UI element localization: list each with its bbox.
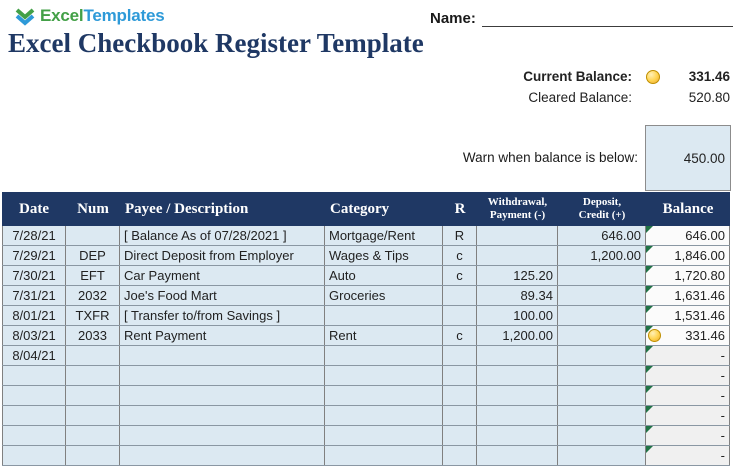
cell-payee[interactable] [120, 406, 325, 425]
table-row [2, 266, 730, 286]
cell-date[interactable]: 8/01/21 [2, 306, 66, 325]
cell-withdrawal[interactable]: 125.20 [477, 266, 558, 285]
cell-reconciled[interactable]: c [443, 326, 477, 345]
green-triangle-icon [646, 446, 653, 453]
header-date[interactable]: Date [19, 200, 49, 217]
cell-withdrawal[interactable] [477, 426, 558, 445]
cell-date[interactable]: 7/31/21 [2, 286, 66, 305]
cell-balance[interactable] [646, 406, 730, 425]
current-balance-value[interactable]: 331.46 [688, 69, 730, 84]
cell-deposit[interactable] [558, 306, 646, 325]
cell-payee[interactable] [120, 386, 325, 405]
green-triangle-icon [646, 226, 653, 233]
cell-deposit[interactable] [558, 406, 646, 425]
cell-date[interactable]: 7/29/21 [2, 246, 66, 265]
table-body [2, 226, 730, 466]
cell-num[interactable] [66, 386, 120, 405]
cell-withdrawal[interactable] [477, 386, 558, 405]
cell-deposit[interactable]: 646.00 [558, 226, 646, 245]
cell-category[interactable] [325, 426, 443, 445]
header-category[interactable]: Category [330, 200, 390, 217]
green-triangle-icon [646, 406, 653, 413]
cell-deposit[interactable] [558, 446, 646, 465]
cell-withdrawal[interactable]: 1,200.00 [477, 326, 558, 345]
header-withdrawal[interactable] [477, 192, 558, 226]
cell-payee[interactable] [120, 366, 325, 385]
cell-reconciled[interactable] [443, 446, 477, 465]
cell-payee[interactable] [120, 426, 325, 445]
green-triangle-icon [646, 346, 653, 353]
cell-reconciled[interactable]: R [443, 226, 477, 245]
cell-payee[interactable]: Joe's Food Mart [120, 286, 325, 305]
cell-withdrawal[interactable] [477, 446, 558, 465]
cell-date[interactable]: 7/30/21 [2, 266, 66, 285]
header-reconciled[interactable]: R [454, 200, 466, 217]
cell-payee[interactable] [120, 446, 325, 465]
warn-threshold-cell[interactable]: 450.00 [645, 125, 731, 191]
cell-reconciled[interactable] [443, 286, 477, 305]
table-row [2, 366, 730, 386]
cell-date[interactable] [2, 386, 66, 405]
cell-withdrawal[interactable] [477, 366, 558, 385]
yellow-circle-icon [648, 329, 661, 342]
cell-num[interactable]: 2033 [66, 326, 120, 345]
header-deposit-line1: Deposit, [582, 196, 622, 208]
cell-balance[interactable] [646, 446, 730, 465]
cell-withdrawal[interactable] [477, 346, 558, 365]
page-title: Excel Checkbook Register Template [8, 28, 424, 58]
cell-balance[interactable] [646, 306, 730, 325]
cell-reconciled[interactable] [443, 346, 477, 365]
cell-reconciled[interactable] [443, 306, 477, 325]
green-triangle-icon [646, 426, 653, 433]
cell-balance-value: - [720, 348, 725, 363]
header-payee[interactable]: Payee / Description [125, 200, 249, 217]
header-withdrawal-line1: Withdrawal, [487, 196, 548, 208]
cell-payee[interactable]: Car Payment [120, 266, 325, 285]
cell-balance[interactable] [646, 226, 730, 245]
table-row [2, 326, 730, 346]
cell-balance[interactable] [646, 426, 730, 445]
cell-category[interactable] [325, 366, 443, 385]
cell-payee[interactable]: [ Balance As of 07/28/2021 ] [120, 226, 325, 245]
cell-balance-value: 1,531.46 [674, 308, 725, 323]
cell-balance-value: - [720, 428, 725, 443]
cell-date[interactable]: 8/04/21 [2, 346, 66, 365]
cell-category[interactable]: Auto [325, 266, 443, 285]
double-chevron-icon [14, 5, 36, 27]
brand-logo [14, 5, 164, 27]
cell-balance[interactable] [646, 266, 730, 285]
cell-category[interactable]: Rent [325, 326, 443, 345]
green-triangle-icon [646, 306, 653, 313]
cell-date[interactable]: 7/28/21 [2, 226, 66, 245]
table-row [2, 406, 730, 426]
cell-balance-value: 1,631.46 [674, 288, 725, 303]
cell-category[interactable]: Mortgage/Rent [325, 226, 443, 245]
name-label: Name: [430, 10, 476, 27]
cell-withdrawal[interactable] [477, 226, 558, 245]
cell-balance-value: 331.46 [685, 328, 725, 343]
cell-deposit[interactable] [558, 346, 646, 365]
green-triangle-icon [646, 266, 653, 273]
cell-category[interactable] [325, 386, 443, 405]
cell-withdrawal[interactable] [477, 406, 558, 425]
cell-num[interactable] [66, 406, 120, 425]
cell-category[interactable]: Wages & Tips [325, 246, 443, 265]
cell-date[interactable] [2, 406, 66, 425]
cleared-balance-value[interactable]: 520.80 [688, 90, 730, 105]
cell-withdrawal[interactable]: 100.00 [477, 306, 558, 325]
cell-balance[interactable] [646, 286, 730, 305]
table-row [2, 426, 730, 446]
cell-balance-value: - [720, 408, 725, 423]
cell-reconciled[interactable] [443, 426, 477, 445]
cell-num[interactable]: EFT [66, 266, 120, 285]
cell-num[interactable] [66, 226, 120, 245]
cell-payee[interactable]: [ Transfer to/from Savings ] [120, 306, 325, 325]
cell-num[interactable] [66, 366, 120, 385]
cell-category[interactable]: Groceries [325, 286, 443, 305]
cleared-balance-label: Cleared Balance: [528, 90, 632, 105]
cell-reconciled[interactable] [443, 386, 477, 405]
cell-balance[interactable] [646, 346, 730, 365]
cell-date[interactable] [2, 366, 66, 385]
table-row [2, 226, 730, 246]
green-triangle-icon [646, 286, 653, 293]
name-field [430, 9, 733, 27]
header-balance[interactable]: Balance [662, 200, 714, 217]
cell-num[interactable] [66, 346, 120, 365]
table-row [2, 246, 730, 266]
cell-withdrawal[interactable]: 89.34 [477, 286, 558, 305]
cell-num[interactable] [66, 426, 120, 445]
header-deposit[interactable] [558, 192, 646, 226]
cell-date[interactable] [2, 446, 66, 465]
brand-templates: Templates [83, 6, 165, 25]
green-triangle-icon [646, 246, 653, 253]
current-balance-label: Current Balance: [523, 69, 632, 84]
header-num[interactable]: Num [77, 200, 109, 217]
warn-threshold-label: Warn when balance is below: [462, 150, 638, 165]
cell-deposit[interactable] [558, 326, 646, 345]
cell-deposit[interactable]: 1,200.00 [558, 246, 646, 265]
cell-num[interactable] [66, 446, 120, 465]
cell-balance-value: - [720, 388, 725, 403]
table-header-row [2, 192, 730, 226]
table-row [2, 306, 730, 326]
cell-reconciled[interactable]: c [443, 246, 477, 265]
cell-date[interactable]: 8/03/21 [2, 326, 66, 345]
brand-excel: Excel [40, 6, 84, 25]
header-withdrawal-line2: Payment (-) [489, 209, 546, 221]
cell-category[interactable] [325, 306, 443, 325]
table-row [2, 346, 730, 366]
table-row [2, 386, 730, 406]
cell-date[interactable] [2, 426, 66, 445]
cell-num[interactable]: DEP [66, 246, 120, 265]
cell-payee[interactable]: Direct Deposit from Employer [120, 246, 325, 265]
cell-balance-value: 646.00 [685, 228, 725, 243]
cell-deposit[interactable] [558, 426, 646, 445]
cell-payee[interactable] [120, 346, 325, 365]
cell-category[interactable] [325, 446, 443, 465]
table-row [2, 446, 730, 466]
table-row [2, 286, 730, 306]
cell-category[interactable] [325, 406, 443, 425]
name-input-line[interactable] [482, 9, 733, 27]
cell-balance[interactable] [646, 366, 730, 385]
cell-num[interactable]: TXFR [66, 306, 120, 325]
cell-balance[interactable] [646, 246, 730, 265]
cell-reconciled[interactable] [443, 406, 477, 425]
cell-balance-value: 1,846.00 [674, 248, 725, 263]
cell-deposit[interactable] [558, 386, 646, 405]
cell-deposit[interactable] [558, 266, 646, 285]
cell-payee[interactable]: Rent Payment [120, 326, 325, 345]
cell-deposit[interactable] [558, 366, 646, 385]
cell-num[interactable]: 2032 [66, 286, 120, 305]
current-balance-status-icon [646, 70, 660, 84]
cell-reconciled[interactable]: c [443, 266, 477, 285]
cell-withdrawal[interactable] [477, 246, 558, 265]
green-triangle-icon [646, 386, 653, 393]
cell-deposit[interactable] [558, 286, 646, 305]
brand-text [40, 6, 164, 26]
cell-balance-value: 1,720.80 [674, 268, 725, 283]
green-triangle-icon [646, 366, 653, 373]
cell-category[interactable] [325, 346, 443, 365]
cell-balance-value: - [720, 368, 725, 383]
cell-reconciled[interactable] [443, 366, 477, 385]
cell-balance-value: - [720, 448, 725, 463]
register-table [2, 192, 730, 466]
cell-balance[interactable] [646, 326, 730, 345]
header-deposit-line2: Credit (+) [578, 209, 626, 221]
cell-balance[interactable] [646, 386, 730, 405]
